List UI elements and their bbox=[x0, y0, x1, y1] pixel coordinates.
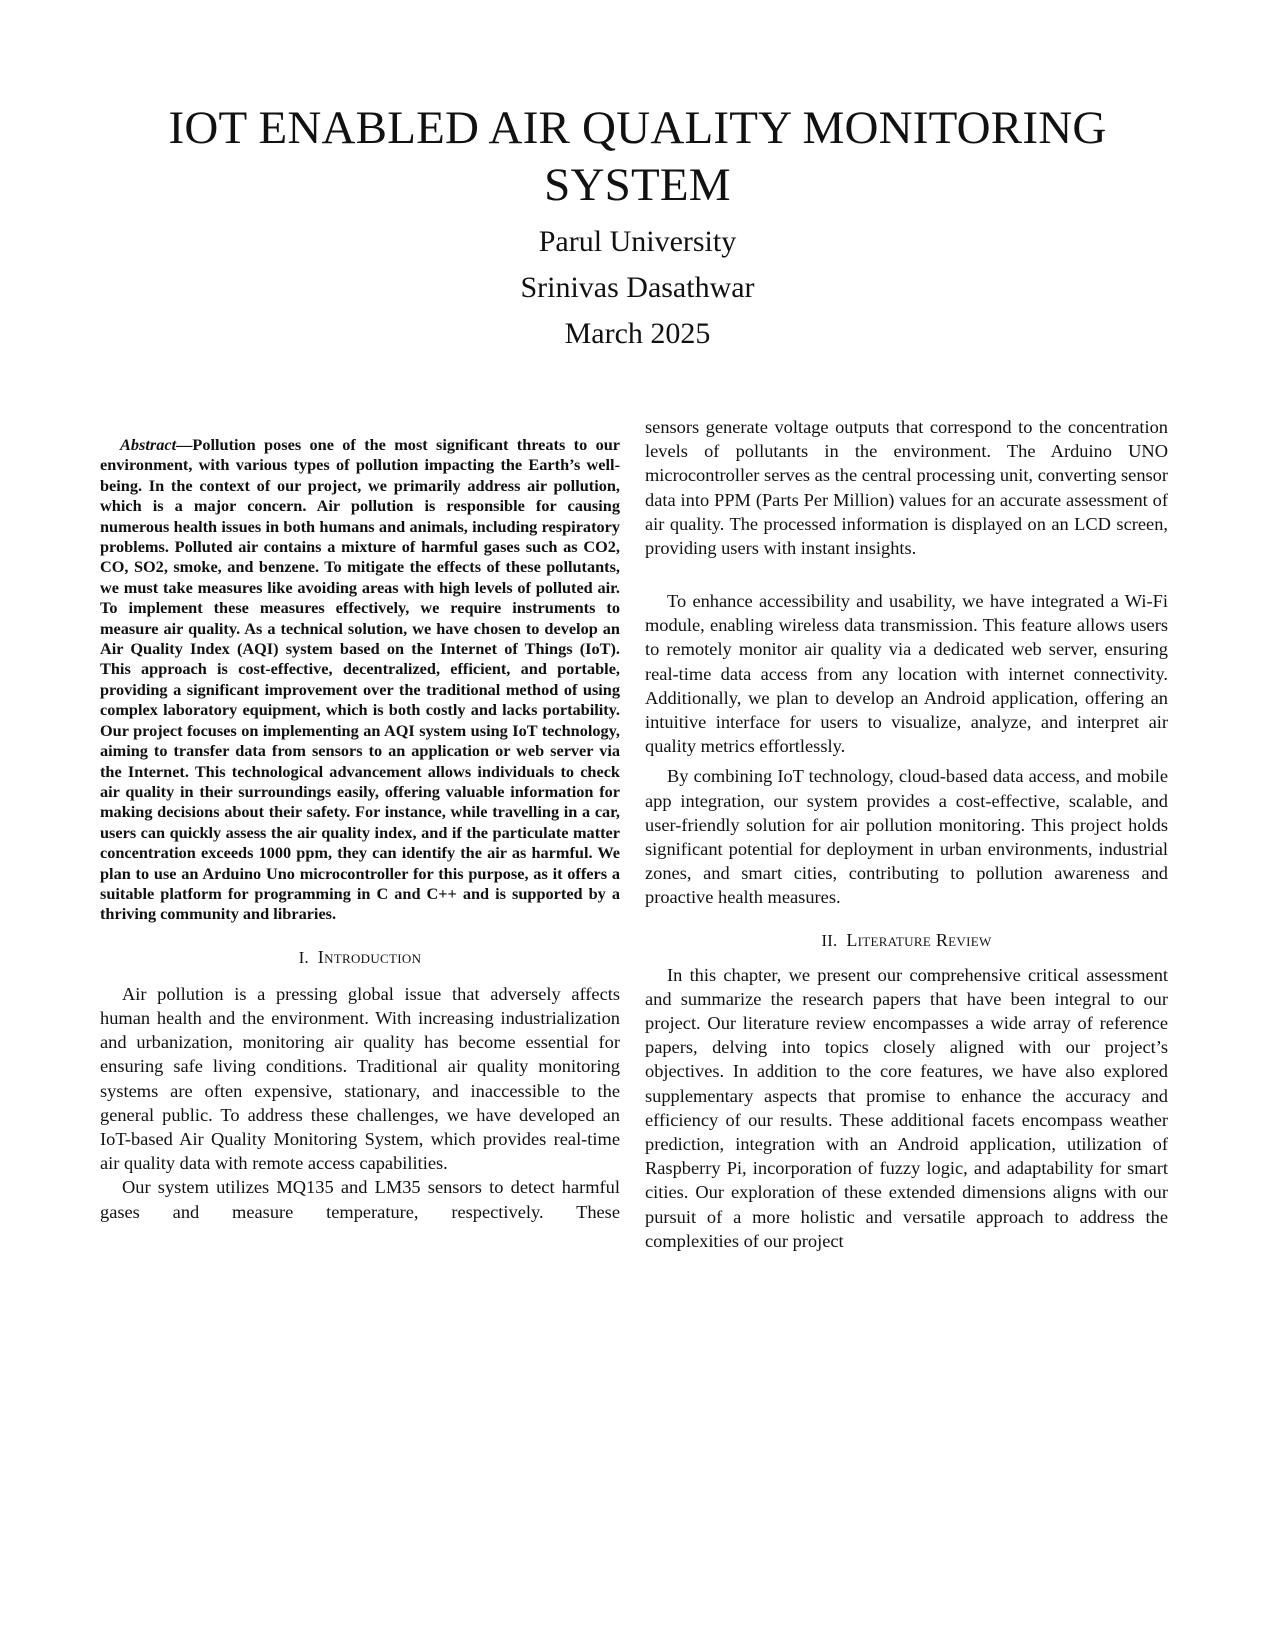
affiliation: Parul University bbox=[538, 225, 737, 258]
intro-paragraph-4: By combining IoT technology, cloud-based data access, and mobile app integration, our system provides a cost-effective, scalable, and user-friendly solution for air pollution monitoring. This project holds significant potential for deployment in urban environments, industrial zones, and smart cities, contributing to pollution awareness and proactive health measures. bbox=[645, 766, 1168, 908]
abstract-text: Pollution poses one of the most significant threats to our environment, with various types of pollution impacting the Earth’s well-being. In the context of our project, we primarily address air pollution, which is a major concern. Air pollution is responsible for causing numerous health issues in both humans and animals, including respiratory problems. Polluted air contains a mixture of harmful gases such as CO2, CO, SO2, smoke, and benzene. To mitigate the effects of these pollutants, we must take measures like avoiding areas with high levels of polluted air. To implement these measures effectively, we require instruments to measure air quality. As a technical solution, we have chosen to develop an Air Quality Index (AQI) system based on the Internet of Things (IoT). This approach is cost-effective, decentralized, efficient, and portable, providing a significant improvement over the traditional method of using complex laboratory equipment, which is both costly and lacks portability. Our project focuses on implementing an AQI system using IoT technology, aiming to transfer data from sensors to an application or web server via the Internet. This technological advancement allows individuals to check air quality in their surroundings easily, offering valuable information for making decisions about their safety. For instance, while travelling in a car, users can quickly assess the air quality index, and if the particulate matter concentration exceeds 1000 ppm, they can identify the air as harmful. We plan to use an Arduino Uno microcontroller for this purpose, as it offers a suitable platform for programming in C and C++ and is supported by a thriving community and libraries. bbox=[100, 435, 620, 924]
author-name: Srinivas Dasathwar bbox=[520, 271, 755, 304]
section-number: II. bbox=[821, 930, 838, 950]
intro-paragraph-2-continued bbox=[645, 415, 1168, 583]
intro-paragraph-2-tail: sensors generate voltage outputs that correspond to the concentration levels of pollutants in the environment. The Arduino UNO microcontroller serves as the central processing unit, converting sensor data into PPM (Parts Per Million) values for an accurate assessment of air quality. The processed information is displayed on an LCD screen, providing users with instant insights. bbox=[645, 417, 1168, 559]
abstract bbox=[100, 435, 620, 925]
paper-title: IOT ENABLED AIR QUALITY MONITORING SYSTEM bbox=[168, 102, 1107, 211]
left-column bbox=[100, 435, 620, 1223]
right-column bbox=[645, 417, 1168, 1253]
intro-paragraph-3: To enhance accessibility and usability, we have integrated a Wi-Fi module, enabling wireless data transmission. This feature allows users to remotely monitor air quality via a dedicated web server, ensuring real-time data access from any location with internet connectivity. Additionally, we plan to develop an Android application, offering an intuitive interface for users to visualize, analyze, and interpret air quality metrics effortlessly. bbox=[645, 591, 1168, 757]
section-title: Literature Review bbox=[846, 929, 992, 950]
section-number: I. bbox=[298, 947, 309, 967]
intro-paragraph-2: Our system utilizes MQ135 and LM35 sensors to detect harmful gases and measure temperature, respectively. These bbox=[100, 1177, 620, 1222]
paper-date: March 2025 bbox=[564, 317, 711, 350]
literature-paragraph-1: In this chapter, we present our comprehensive critical assessment and summarize the research papers that have been integral to our project. Our literature review encompasses a wide array of reference papers, delving into topics closely aligned with our project’s objectives. In addition to the core features, we have also explored supplementary aspects that promise to enhance the accuracy and efficiency of our results. These additional facets encompass weather prediction, integration with an Android application, utilization of Raspberry Pi, incorporation of fuzzy logic, and adaptability for smart cities. Our exploration of these extended dimensions aligns with our pursuit of a more holistic and versatile approach to address the complexities of our project bbox=[645, 964, 1168, 1251]
abstract-dash: — bbox=[176, 435, 193, 454]
section-heading-introduction bbox=[100, 947, 620, 968]
section-heading-literature-review bbox=[645, 930, 1168, 951]
section-title: Introduction bbox=[317, 946, 422, 967]
abstract-label: Abstract bbox=[120, 435, 177, 454]
intro-paragraph-1: Air pollution is a pressing global issue that adversely affects human health and the environment. With increasing industrialization and urbanization, monitoring air quality has become essential for ensuring safe living conditions. Traditional air quality monitoring systems are often expensive, stationary, and inaccessible to the general public. To address these challenges, we have developed an IoT-based Air Quality Monitoring System, which provides real-time air quality data with remote access capabilities. bbox=[100, 983, 620, 1174]
